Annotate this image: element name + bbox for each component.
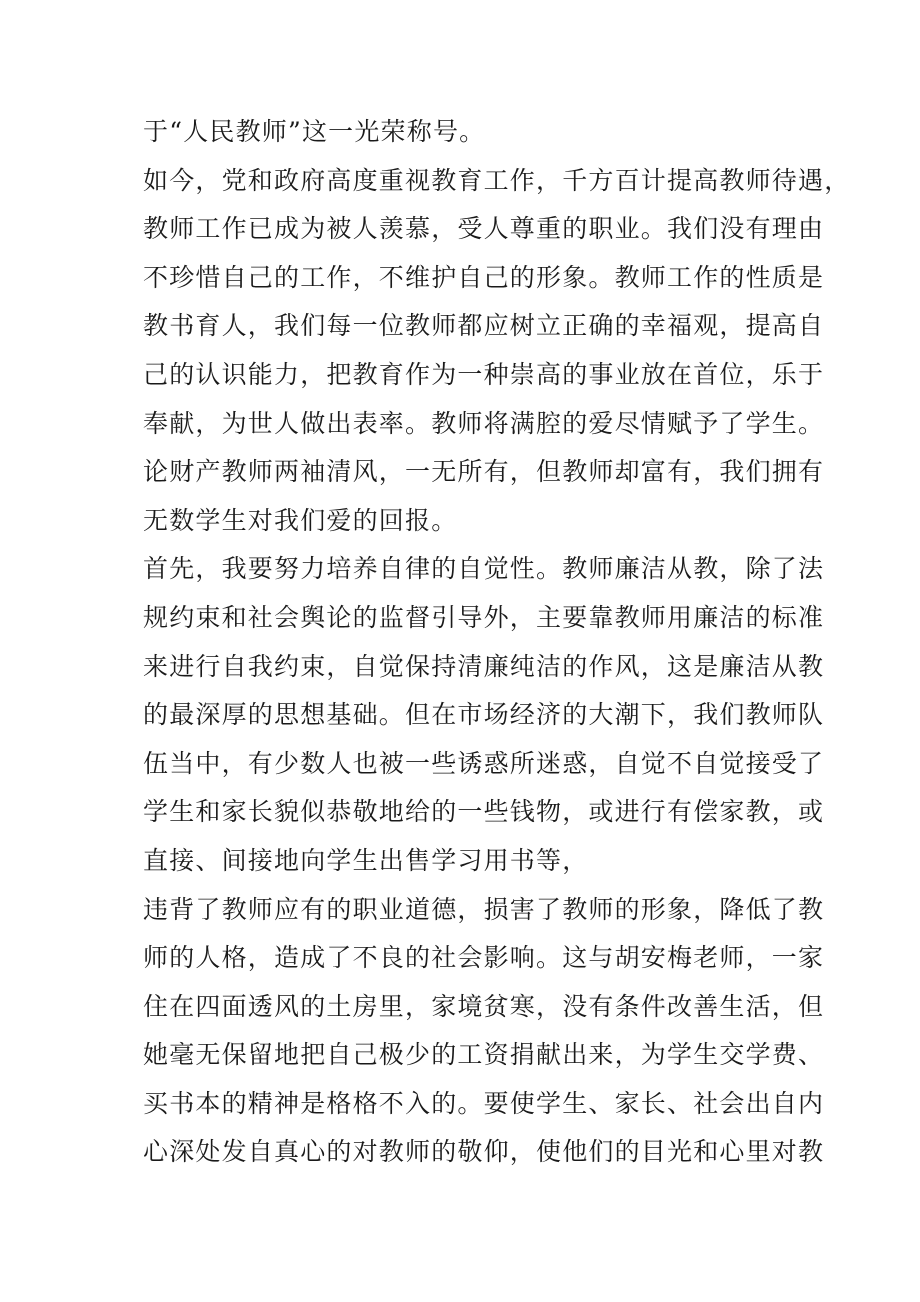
text-line: 论财产教师两袖清风，一无所有，但教师却富有，我们拥有	[143, 457, 825, 487]
text-line: 己的认识能力，把教育作为一种崇高的事业放在首位，乐于	[143, 359, 825, 389]
text-line: 心深处发自真心的对教师的敬仰，使他们的目光和心里对教	[143, 1137, 825, 1167]
text-line: 师的人格，造成了不良的社会影响。这与胡安梅老师，一家	[143, 943, 825, 973]
text-line: 违背了教师应有的职业道德，损害了教师的形象，降低了教	[143, 894, 825, 924]
text-line: 如今，党和政府高度重视教育工作，千方百计提高教师待遇，	[143, 165, 851, 195]
text-line: 来进行自我约束，自觉保持清廉纯洁的作风，这是廉洁从教	[143, 651, 825, 681]
text-line: 伍当中，有少数人也被一些诱惑所迷惑，自觉不自觉接受了	[143, 748, 825, 778]
text-line: 规约束和社会舆论的监督引导外，主要靠教师用廉洁的标准	[143, 602, 825, 632]
text-line: 首先，我要努力培养自律的自觉性。教师廉洁从教，除了法	[143, 554, 825, 584]
text-line: 于“人民教师”这一光荣称号。	[143, 117, 486, 146]
text-line: 住在四面透风的土房里，家境贫寒，没有条件改善生活，但	[143, 991, 825, 1021]
text-line: 无数学生对我们爱的回报。	[143, 505, 458, 535]
text-line: 直接、间接地向学生出售学习用书等，	[143, 845, 589, 875]
text-line: 她毫无保留地把自己极少的工资捐献出来，为学生交学费、	[143, 1040, 825, 1070]
text-line: 买书本的精神是格格不入的。要使学生、家长、社会出自内	[143, 1088, 825, 1118]
text-line: 教师工作已成为被人羡慕，受人尊重的职业。我们没有理由	[143, 214, 825, 244]
text-line: 教书育人，我们每一位教师都应树立正确的幸福观，提高自	[143, 311, 825, 341]
text-line: 不珍惜自己的工作，不维护自己的形象。教师工作的性质是	[143, 262, 825, 292]
text-line: 的最深厚的思想基础。但在市场经济的大潮下，我们教师队	[143, 700, 825, 730]
text-line: 奉献，为世人做出表率。教师将满腔的爱尽情赋予了学生。	[143, 408, 825, 438]
text-line: 学生和家长貌似恭敬地给的一些钱物，或进行有偿家教，或	[143, 797, 825, 827]
body-text	[143, 108, 851, 1177]
